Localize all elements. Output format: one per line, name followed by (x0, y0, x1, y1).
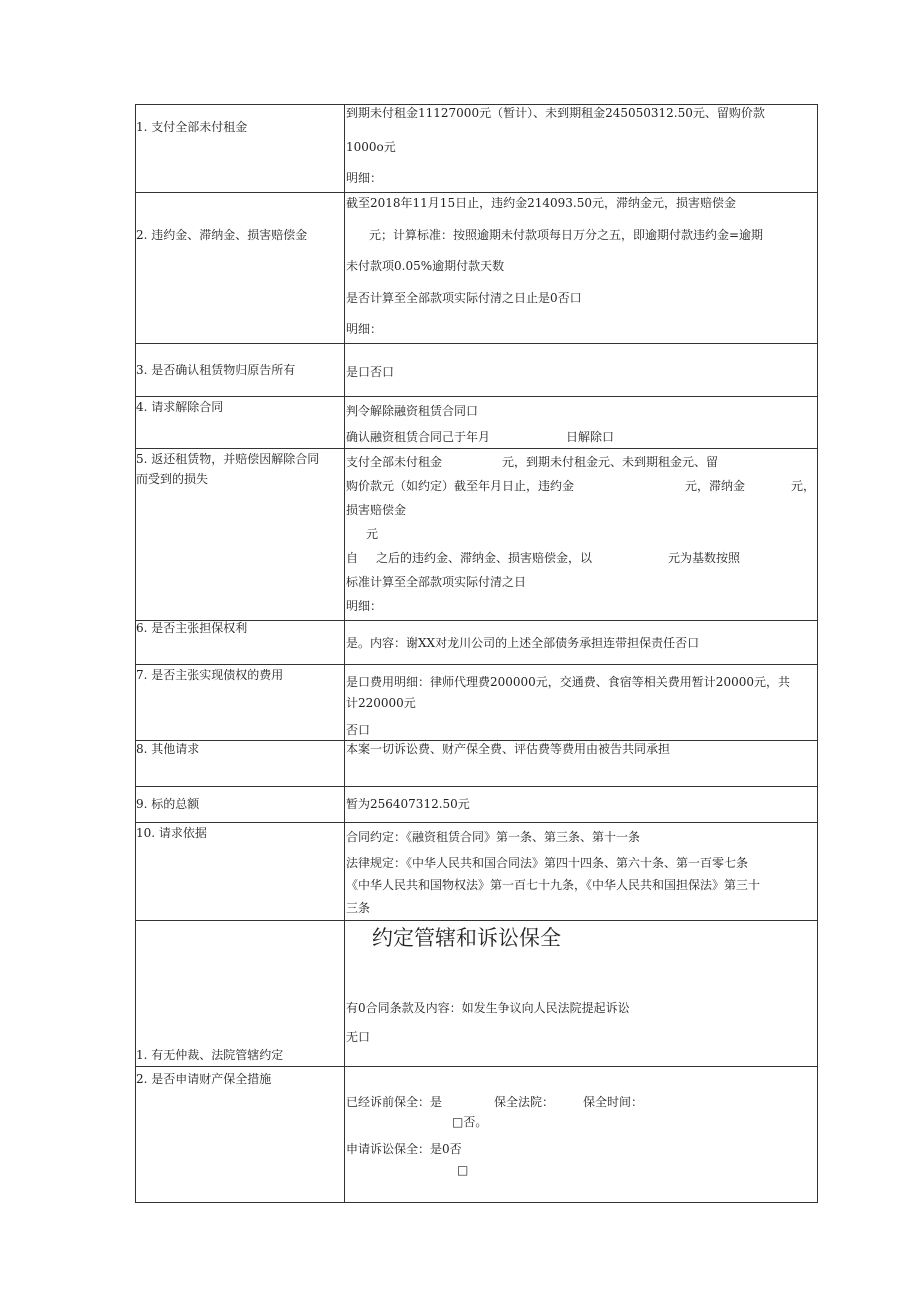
row-content-line: 标准计算至全部款项实际付清之日 (346, 575, 527, 589)
row-label: 1. 支付全部未付租金 (136, 120, 248, 134)
checkbox-mark: □ (457, 1163, 469, 1177)
row-label: 2. 违约金、滞纳金、损害赔偿金 (136, 228, 308, 242)
row-content-line: 元 (366, 527, 379, 541)
row-content-line: 元， (791, 479, 816, 493)
row-content-line: 保全时间： (583, 1095, 644, 1109)
row-label: 5. 返还租赁物，并赔偿因解除合同 (136, 452, 320, 466)
row-label: 而受到的损失 (136, 472, 209, 486)
row-label: 2. 是否申请财产保全措施 (136, 1072, 272, 1086)
row-content-line: 是。内容：谢XX对龙川公司的上述全部债务承担连带担保责任否口 (346, 636, 700, 650)
row-content-line: 确认融资租赁合同己于年月 (346, 430, 491, 444)
row-content-line: 法律规定：《中华人民共和国合同法》第四十四条、第六十条、第一百零七条 (346, 856, 749, 870)
row-content-line: 判令解除融资租赁合同口 (346, 404, 479, 418)
row-content-line: 否口 (346, 723, 371, 737)
row-content-line: 元，到期未付租金元、未到期租金元、留 (502, 455, 719, 469)
row-content-line: 是口费用明细：律师代理费200000元，交通费、食宿等相关费用暂计20000元，共 (346, 675, 790, 689)
section-title: 约定管辖和诉讼保全 (372, 926, 561, 950)
row-content-line: 已经诉前保全：是 (346, 1095, 443, 1109)
row-content-line: 暂为256407312.50元 (346, 797, 470, 811)
row-content-line: 支付全部未付租金 (346, 455, 443, 469)
column-divider (344, 104, 345, 1203)
row-content-line: 之后的违约金、滞纳金、损害赔偿金，以 (376, 551, 593, 565)
row-content-line: 1000o元 (346, 140, 396, 154)
row-content-line: 有0合同条款及内容：如发生争议向人民法院提起诉讼 (346, 1001, 630, 1015)
row-label: 9. 标的总额 (136, 797, 200, 811)
row-content-line: 到期未付租金11127000元（暂计）、未到期租金245050312.50元、留购价款 (346, 106, 765, 120)
row-divider (135, 664, 818, 665)
row-content-line: 无口 (346, 1030, 371, 1044)
row-label: 1. 有无仲裁、法院管辖约定 (136, 1048, 284, 1062)
row-content-line: 申请诉讼保全：是0否 (346, 1142, 462, 1156)
row-content-line: 损害赔偿金 (346, 503, 407, 517)
row-content-line: 《中华人民共和国物权法》第一百七十九条，《中华人民共和国担保法》第三十 (346, 878, 761, 892)
row-content-line: 三条 (346, 901, 371, 915)
row-content-line: 保全法院： (494, 1095, 555, 1109)
row-content-line: 本案一切诉讼费、财产保全费、评估费等费用由被告共同承担 (346, 742, 671, 756)
row-content-line: 是口否口 (346, 365, 395, 379)
row-content-line: 是否计算至全部款项实际付清之日止是0否口 (346, 291, 582, 305)
row-divider (135, 1066, 818, 1067)
row-label: 8. 其他请求 (136, 742, 200, 756)
row-divider (135, 343, 818, 344)
row-divider (135, 920, 818, 921)
row-label: 3. 是否确认租赁物归原告所有 (136, 363, 296, 377)
row-divider (135, 396, 818, 397)
row-content-line: 元为基数按照 (668, 551, 741, 565)
row-content-line: 购价款元（如约定）截至年月日止，违约金 (346, 479, 575, 493)
row-divider (135, 740, 818, 741)
row-label: 7. 是否主张实现债权的费用 (136, 668, 284, 682)
row-content-line: 自 (346, 551, 359, 565)
row-label: 6. 是否主张担保权利 (136, 621, 248, 635)
row-content-line: 元；计算标准：按照逾期未付款项每日万分之五，即逾期付款违约金=逾期 (369, 228, 764, 242)
row-content-line: 明细： (346, 322, 383, 336)
row-content-line: 合同约定：《融资租赁合同》第一条、第三条、第十一条 (346, 830, 641, 844)
row-content-line: 日解除口 (566, 430, 615, 444)
row-content-line: 明细： (346, 599, 383, 613)
row-label: 4. 请求解除合同 (136, 400, 224, 414)
row-content-line: 计220000元 (346, 696, 416, 710)
row-content-line: 元，滞纳金 (685, 479, 746, 493)
row-divider (135, 822, 818, 823)
row-content-line: 截至2018年11月15日止，违约金214093.50元，滞纳金元，损害赔偿金 (346, 196, 736, 210)
row-content-line: □否。 (452, 1115, 488, 1129)
row-divider (135, 192, 818, 193)
row-content-line: 未付款项0.05%逾期付款天数 (346, 259, 505, 273)
row-divider (135, 448, 818, 449)
row-content-line: 明细： (346, 171, 383, 185)
row-divider (135, 786, 818, 787)
row-label: 10. 请求依据 (136, 826, 207, 840)
